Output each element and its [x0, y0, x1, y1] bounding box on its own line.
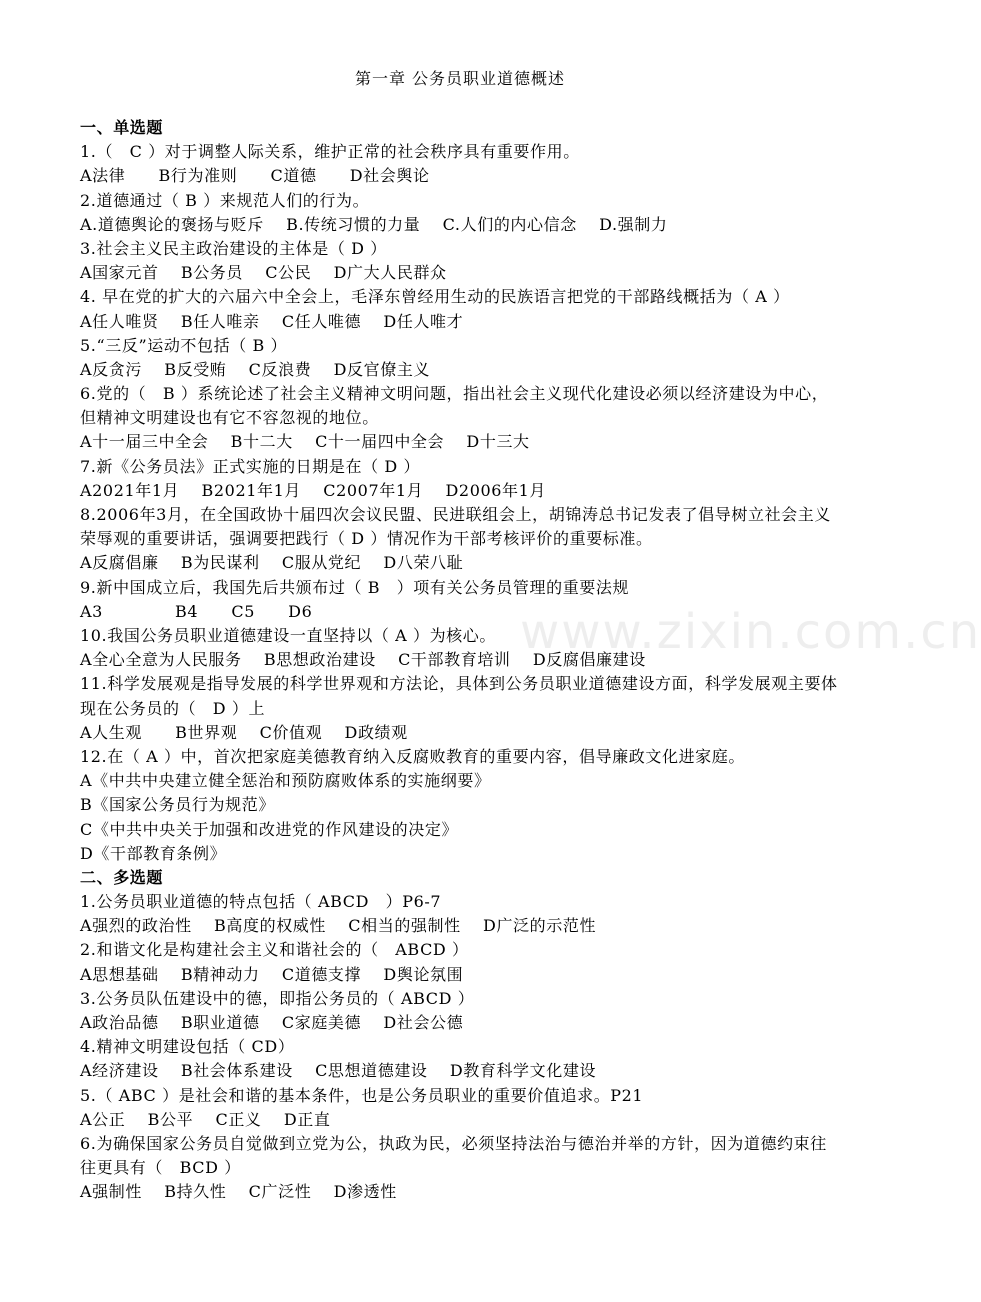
text-line: A公正 B公平 C正义 D正直 [80, 1109, 331, 1129]
text-line: A政治品德 B职业道德 C家庭美德 D社会公德 [80, 1013, 464, 1033]
text-line: A反贪污 B反受贿 C反浪费 D反官僚主义 [80, 359, 431, 379]
text-line: 5.“三反”运动不包括（ B ） [80, 335, 288, 355]
text-line: 3.公务员队伍建设中的德，即指公务员的（ ABCD ） [80, 988, 475, 1008]
text-line: A强制性 B持久性 C广泛性 D渗透性 [80, 1182, 397, 1202]
document-body [80, 116, 842, 1205]
text-line: A人生观 B世界观 C价值观 D政绩观 [80, 722, 408, 742]
text-line: 3.社会主义民主政治建设的主体是（ D ） [80, 238, 387, 258]
text-line: A.道德舆论的褒扬与贬斥 B.传统习惯的力量 C.人们的内心信念 D.强制力 [80, 214, 668, 234]
text-line: 12.在（ A ）中，首次把家庭美德教育纳入反腐败教育的重要内容，倡导廉政文化进家庭。 [80, 746, 745, 766]
text-line: A任人唯贤 B任人唯亲 C任人唯德 D任人唯才 [80, 311, 464, 331]
text-line: 2.道德通过（ B ）来规范人们的行为。 [80, 190, 370, 210]
section-heading: 一、单选题 [80, 118, 164, 137]
text-line: A3 B4 C5 D6 [80, 601, 313, 621]
text-line: A全心全意为人民服务 B思想政治建设 C干部教育培训 D反腐倡廉建设 [80, 650, 646, 670]
text-line: 11.科学发展观是指导发展的科学世界观和方法论，具体到公务员职业道德建设方面，科学发展观主要体现在公务员的（ D ）上 [80, 674, 838, 718]
text-line: A经济建设 B社会体系建设 C思想道德建设 D教育科学文化建设 [80, 1061, 597, 1081]
page-title: 第一章 公务员职业道德概述 [354, 69, 566, 88]
text-line: 6.党的（ B ）系统论述了社会主义精神文明问题，指出社会主义现代化建设必须以经济建设为中心，但精神文明建设也有它不容忽视的地位。 [80, 384, 829, 428]
text-line: B《国家公务员行为规范》 [80, 795, 275, 815]
text-line: 1.（ C ）对于调整人际关系，维护正常的社会秩序具有重要作用。 [80, 142, 580, 162]
text-line: C《中共中央关于加强和改进党的作风建设的决定》 [80, 819, 459, 839]
text-line: A强烈的政治性 B高度的权威性 C相当的强制性 D广泛的示范性 [80, 916, 597, 936]
text-line: 10.我国公务员职业道德建设一直坚持以（ A ）为核心。 [80, 626, 496, 646]
text-line: 5.（ ABC ）是社会和谐的基本条件，也是公务员职业的重要价值追求。P21 [80, 1085, 644, 1105]
text-line: 1.公务员职业道德的特点包括（ ABCD ）P6-7 [80, 892, 442, 912]
text-line: A《中共中央建立健全惩治和预防腐败体系的实施纲要》 [80, 771, 491, 791]
text-line: A思想基础 B精神动力 C道德支撑 D舆论氛围 [80, 964, 464, 984]
text-line: A2021年1月 B2021年1月 C2007年1月 D2006年1月 [80, 480, 547, 500]
text-line: 8.2006年3月，在全国政协十届四次会议民盟、民进联组会上，胡锦涛总书记发表了倡导树立社会主义荣辱观的重要讲话，强调要把践行（ D ）情况作为干部考核评价的重要标准。 [80, 505, 831, 549]
text-line: 9.新中国成立后，我国先后共颁布过（ B ）项有关公务员管理的重要法规 [80, 577, 630, 597]
text-line: 7.新《公务员法》正式实施的日期是在（ D ） [80, 456, 421, 476]
text-line: A法律 B行为准则 C道德 D社会舆论 [80, 166, 430, 186]
text-line: 4.精神文明建设包括（ CD） [80, 1037, 295, 1057]
text-line: 6.为确保国家公务员自觉做到立党为公，执政为民，必须坚持法治与德治并举的方针，因为道德约束往往更具有（ BCD ） [80, 1133, 827, 1178]
text-line: D《干部教育条例》 [80, 843, 227, 863]
text-line: A反腐倡廉 B为民谋利 C服从党纪 D八荣八耻 [80, 553, 464, 573]
text-line: 4. 早在党的扩大的六届六中全会上，毛泽东曾经用生动的民族语言把党的干部路线概括为（ A ） [80, 287, 790, 307]
text-line: 2.和谐文化是构建社会主义和谐社会的（ ABCD ） [80, 940, 469, 960]
section-heading: 二、多选题 [80, 867, 164, 887]
text-line: A国家元首 B公务员 C公民 D广大人民群众 [80, 263, 447, 283]
watermark-text: www.zixin.com.cn [520, 604, 981, 660]
text-line: A十一届三中全会 B十二大 C十一届四中全会 D十三大 [80, 432, 530, 452]
